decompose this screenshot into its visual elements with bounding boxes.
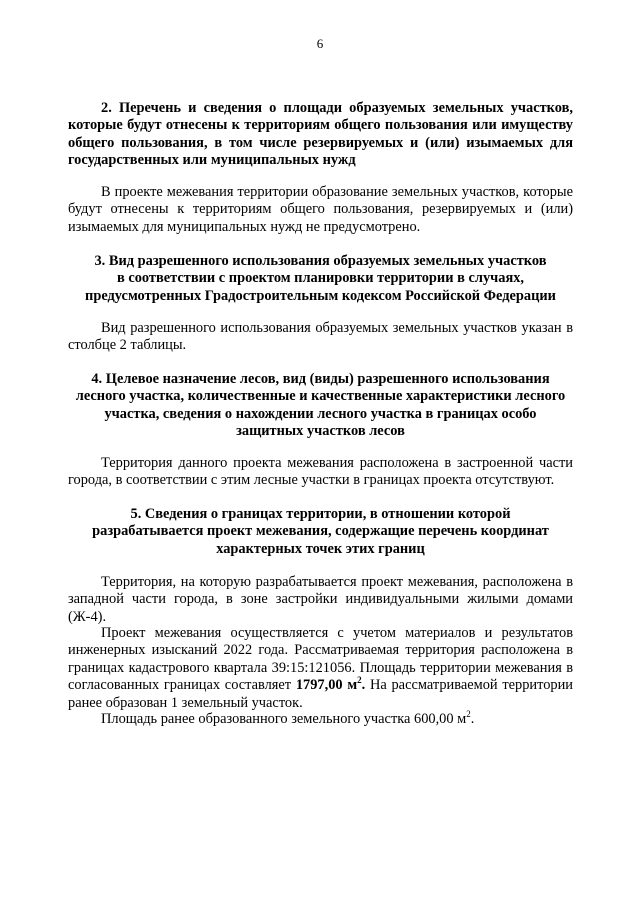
section-4-text: Территория данного проекта межевания расположена в застроенной части города, в соответствии с этим лесные участки в границах проекта отсутствуют.	[68, 455, 573, 489]
section-3-text: Вид разрешенного использования образуемых земельных участков указан в столбце 2 таблицы.	[68, 320, 573, 354]
territory-area-value	[296, 677, 365, 693]
area-number: 1797,00 м	[295, 677, 358, 694]
section-4-heading-line: 4. Целевое назначение лесов, вид (виды) разрешенного использования	[91, 371, 550, 387]
section-3-heading	[68, 253, 573, 305]
section-3-heading-line: в соответствии с проектом планировки территории в случаях,	[116, 270, 525, 287]
section-2-heading: 2. Перечень и сведения о площади образуемых земельных участков, которые будут отнесены к территориям общего пользования или имуществу общего пользования, в том числе резервируемых и (или) изымаемых для государственных или муниципальных нужд	[68, 100, 573, 169]
section-5-heading-line: характерных точек этих границ	[216, 540, 425, 557]
paragraph-3-end: .	[470, 711, 475, 727]
section-4-heading-line: защитных участков лесов	[236, 423, 405, 440]
section-4-heading-line: лесного участка, количественные и качественные характеристики лесного	[75, 388, 566, 405]
area-unit-superscript: 2	[357, 675, 362, 686]
section-5-heading-line: 5. Сведения о границах территории, в отношении которой	[130, 506, 511, 522]
paragraph-2-tail: На рассматриваемой территории ранее образован 1 земельный участок.	[68, 677, 574, 711]
area-dot: .	[361, 677, 366, 694]
section-5-paragraph-2	[68, 625, 573, 712]
section-5-paragraph-1: Территория, на которую разрабатывается проект межевания, расположена в западной части города, в зоне застройки индивидуальными жилыми домами (Ж-4).	[68, 574, 573, 625]
section-5-heading	[68, 506, 573, 558]
section-3-heading-line: 3. Вид разрешенного использования образуемых земельных участков	[94, 253, 547, 269]
paragraph-3-text: Площадь ранее образованного земельного участка 600,00 м	[101, 711, 467, 727]
section-5-heading-line: разрабатывается проект межевания, содержащие перечень координат	[92, 523, 549, 540]
section-3-heading-line: предусмотренных Градостроительным кодексом Российской Федерации	[85, 287, 556, 304]
paragraph-2-text: Проект межевания осуществляется с учетом материалов и результатов инженерных изысканий 2022 года. Рассматриваемая территория расположена в границах кадастрового квартала 39:15:121056. Площадь территории межевания в согласованных границах составляет	[68, 625, 573, 694]
section-2-text: В проекте межевания территории образование земельных участков, которые будут отнесены к территориям общего пользования, резервируемых и (или) изымаемых для муниципальных нужд не предусмотрено.	[68, 184, 573, 235]
section-4-heading	[68, 371, 573, 441]
section-4-heading-line: участка, сведения о нахождении лесного участка в границах особо	[104, 405, 537, 422]
paragraph-3-superscript: 2	[466, 709, 471, 720]
page-number: 6	[316, 36, 324, 51]
section-5-paragraph-3	[68, 711, 573, 728]
